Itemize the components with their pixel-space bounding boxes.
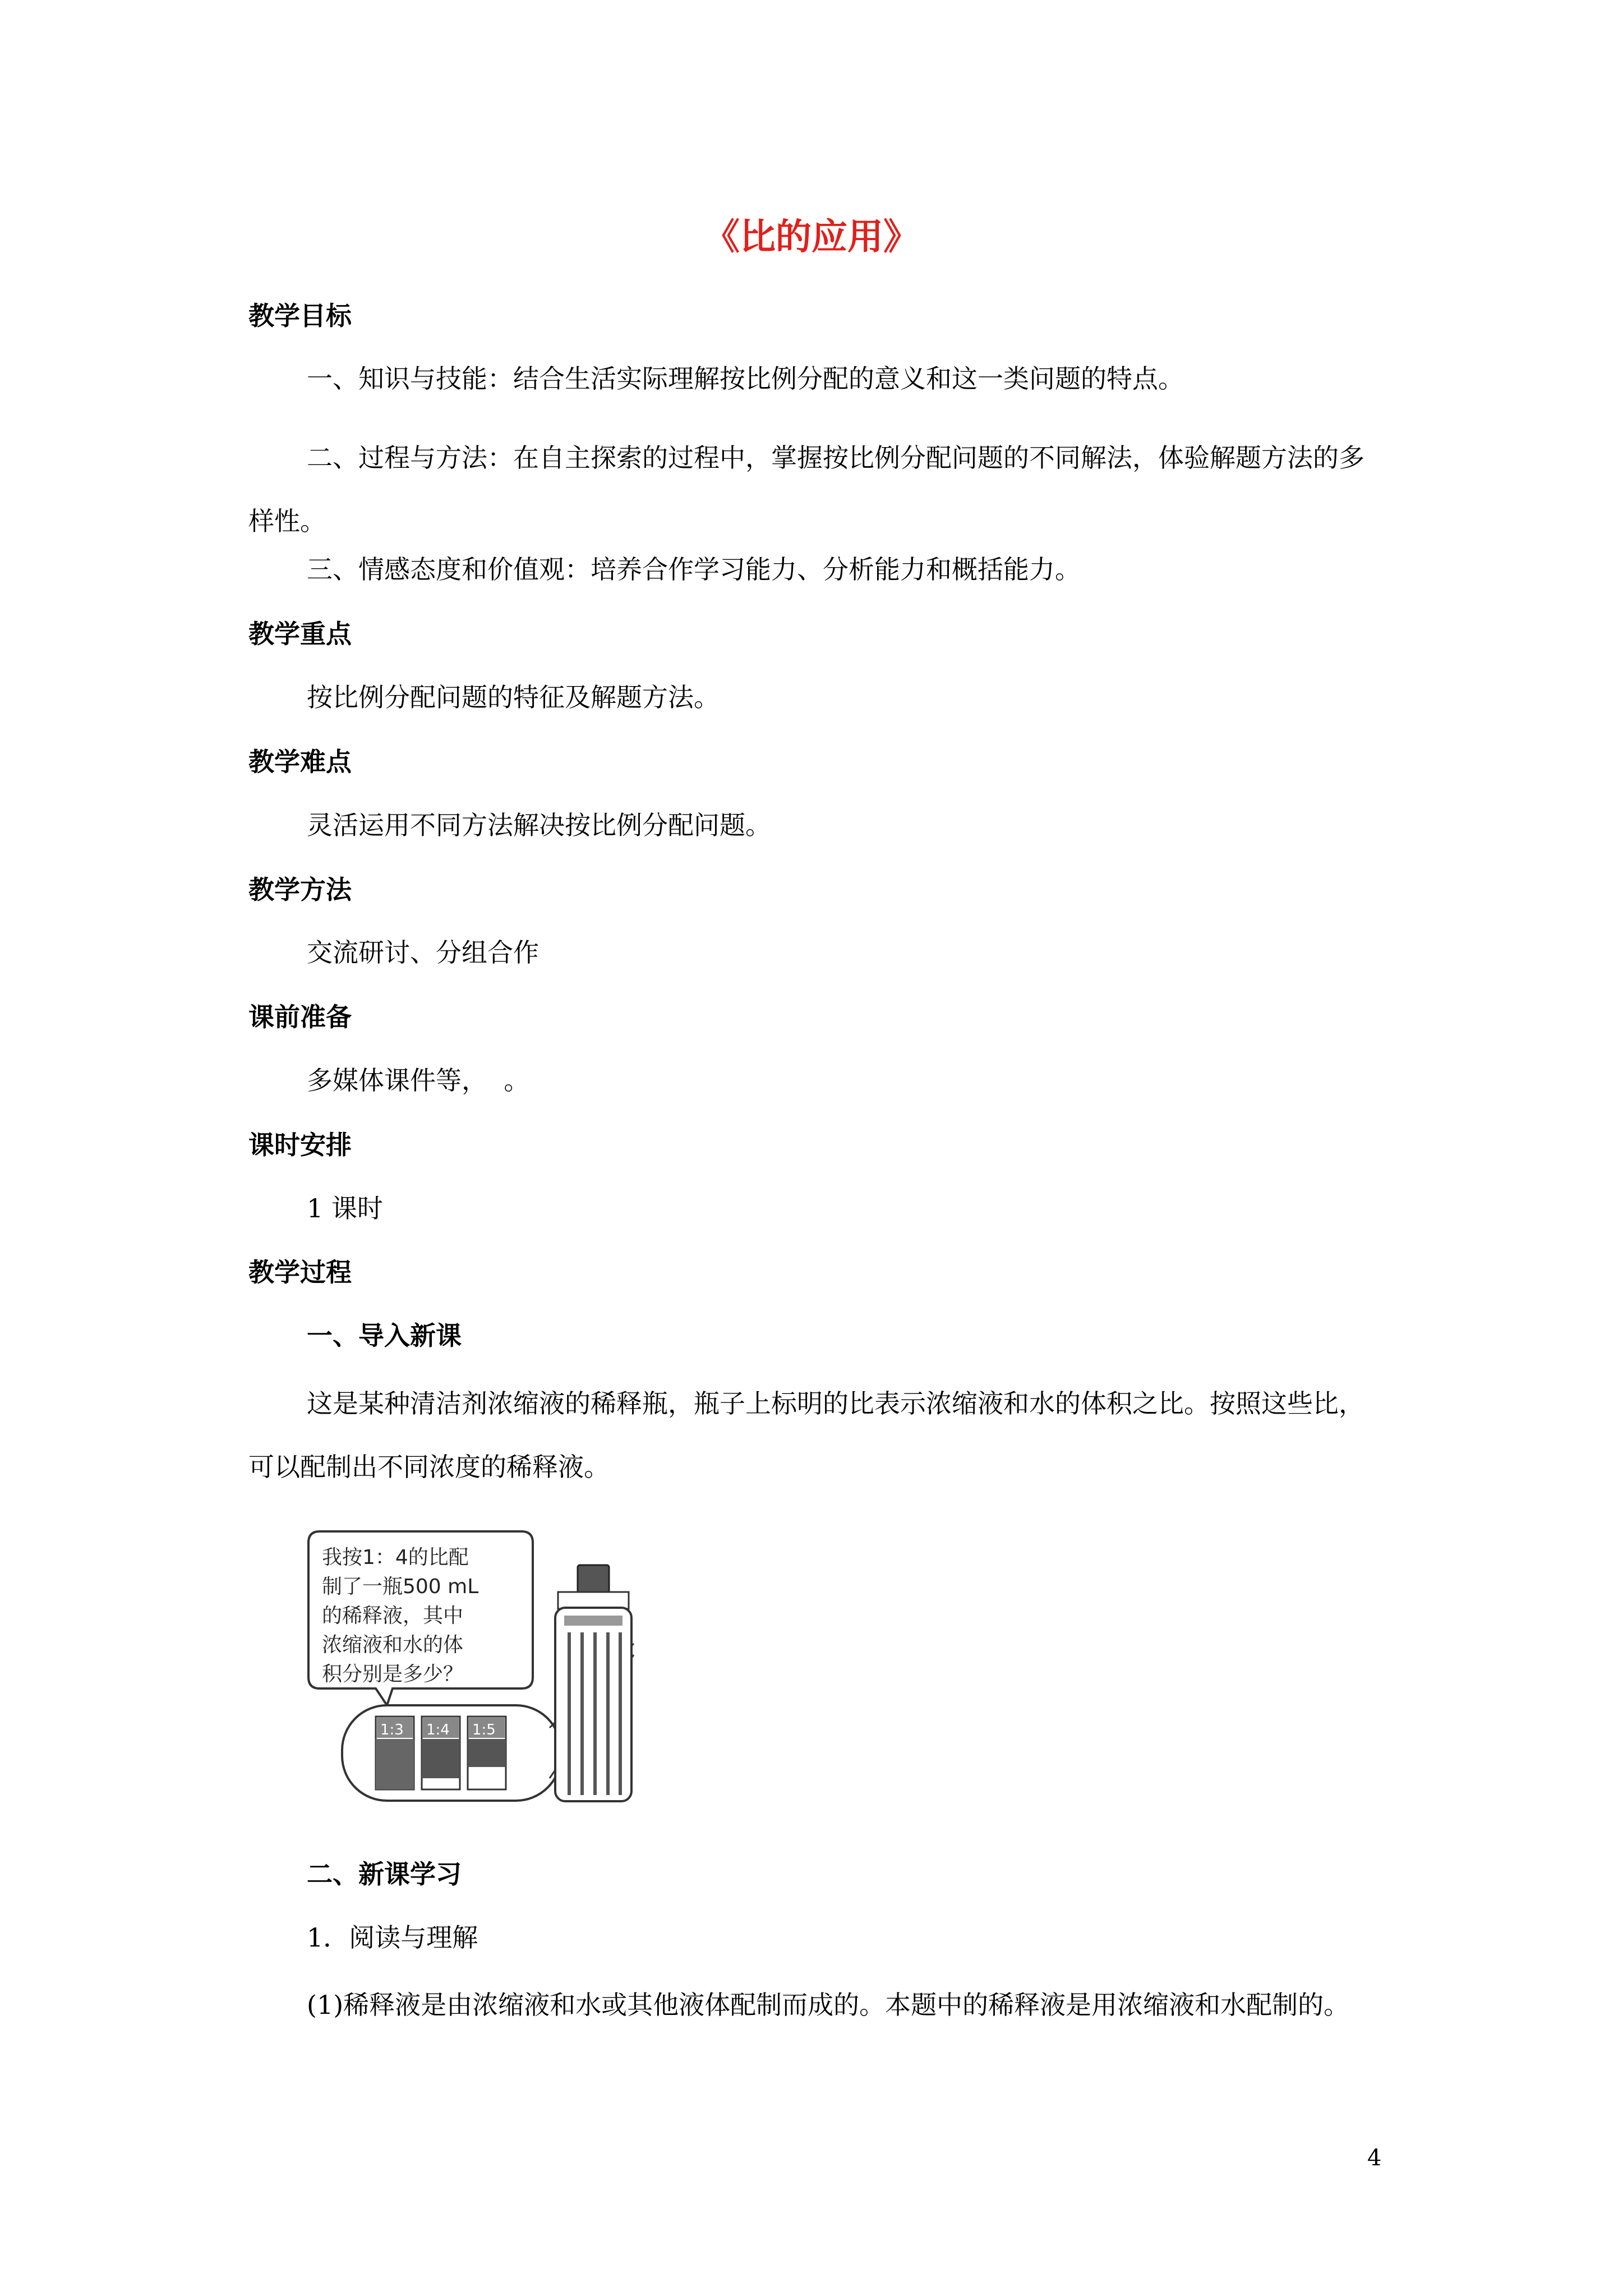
bubble-line-4: 浓缩液和水的体 [322, 1634, 464, 1657]
method-heading: 教学方法 [248, 875, 352, 905]
step-1-text: (1)稀释液是由浓缩液和水或其他液体配制而成的。本题中的稀释液是用浓缩液和水配制的。 [307, 1990, 1350, 2020]
bubble-line-1: 我按1：4的比配 [322, 1546, 469, 1569]
goal-knowledge: 一、知识与技能：结合生活实际理解按比例分配的意义和这一类问题的特点。 [307, 364, 1184, 394]
bubble-line-3: 的稀释液，其中 [322, 1604, 464, 1627]
intro-heading: 一、导入新课 [307, 1320, 462, 1351]
page-number: 4 [1367, 2145, 1382, 2171]
key-text: 按比例分配问题的特征及解题方法。 [307, 682, 720, 712]
dilution-bottle-figure [303, 1526, 684, 1812]
page-title: 《比的应用》 [704, 217, 919, 258]
prep-heading: 课前准备 [248, 1002, 352, 1032]
bubble-line-5: 积分别是多少？ [322, 1663, 464, 1686]
goal-attitude: 三、情感态度和价值观：培养合作学习能力、分析能力和概括能力。 [307, 554, 1081, 585]
new-lesson-heading: 二、新课学习 [307, 1859, 462, 1889]
bubble-line-2: 制了一瓶500 mL [322, 1575, 479, 1598]
schedule-heading: 课时安排 [248, 1130, 352, 1160]
ratio-label-2: 1:4 [426, 1722, 450, 1738]
key-heading: 教学重点 [248, 619, 352, 649]
ratio-strip-1 [376, 1717, 414, 1789]
difficulty-text: 灵活运用不同方法解决按比例分配问题。 [307, 810, 771, 840]
ratio-strip-3 [468, 1717, 506, 1789]
method-text: 交流研讨、分组合作 [307, 937, 539, 968]
prep-text: 多媒体课件等， 。 [307, 1065, 530, 1096]
step-1-heading: 1．阅读与理解 [307, 1922, 478, 1953]
goal-process: 二、过程与方法：在自主探索的过程中，掌握按比例分配问题的不同解法，体验解题方法的多样性。 [248, 443, 1364, 536]
goals-heading: 教学目标 [248, 301, 352, 331]
intro-text: 这是某种清洁剂浓缩液的稀释瓶，瓶子上标明的比表示浓缩液和水的体积之比。按照这些比，可以配制出不同浓度的稀释液。 [248, 1388, 1364, 1482]
bottle-icon [555, 1565, 631, 1801]
process-heading: 教学过程 [248, 1257, 352, 1287]
difficulty-heading: 教学难点 [248, 747, 352, 777]
schedule-text: 1 课时 [307, 1193, 383, 1223]
ratio-strip-2 [422, 1717, 460, 1789]
ratio-label-1: 1:3 [380, 1722, 404, 1738]
ratio-label-3: 1:5 [472, 1722, 496, 1738]
